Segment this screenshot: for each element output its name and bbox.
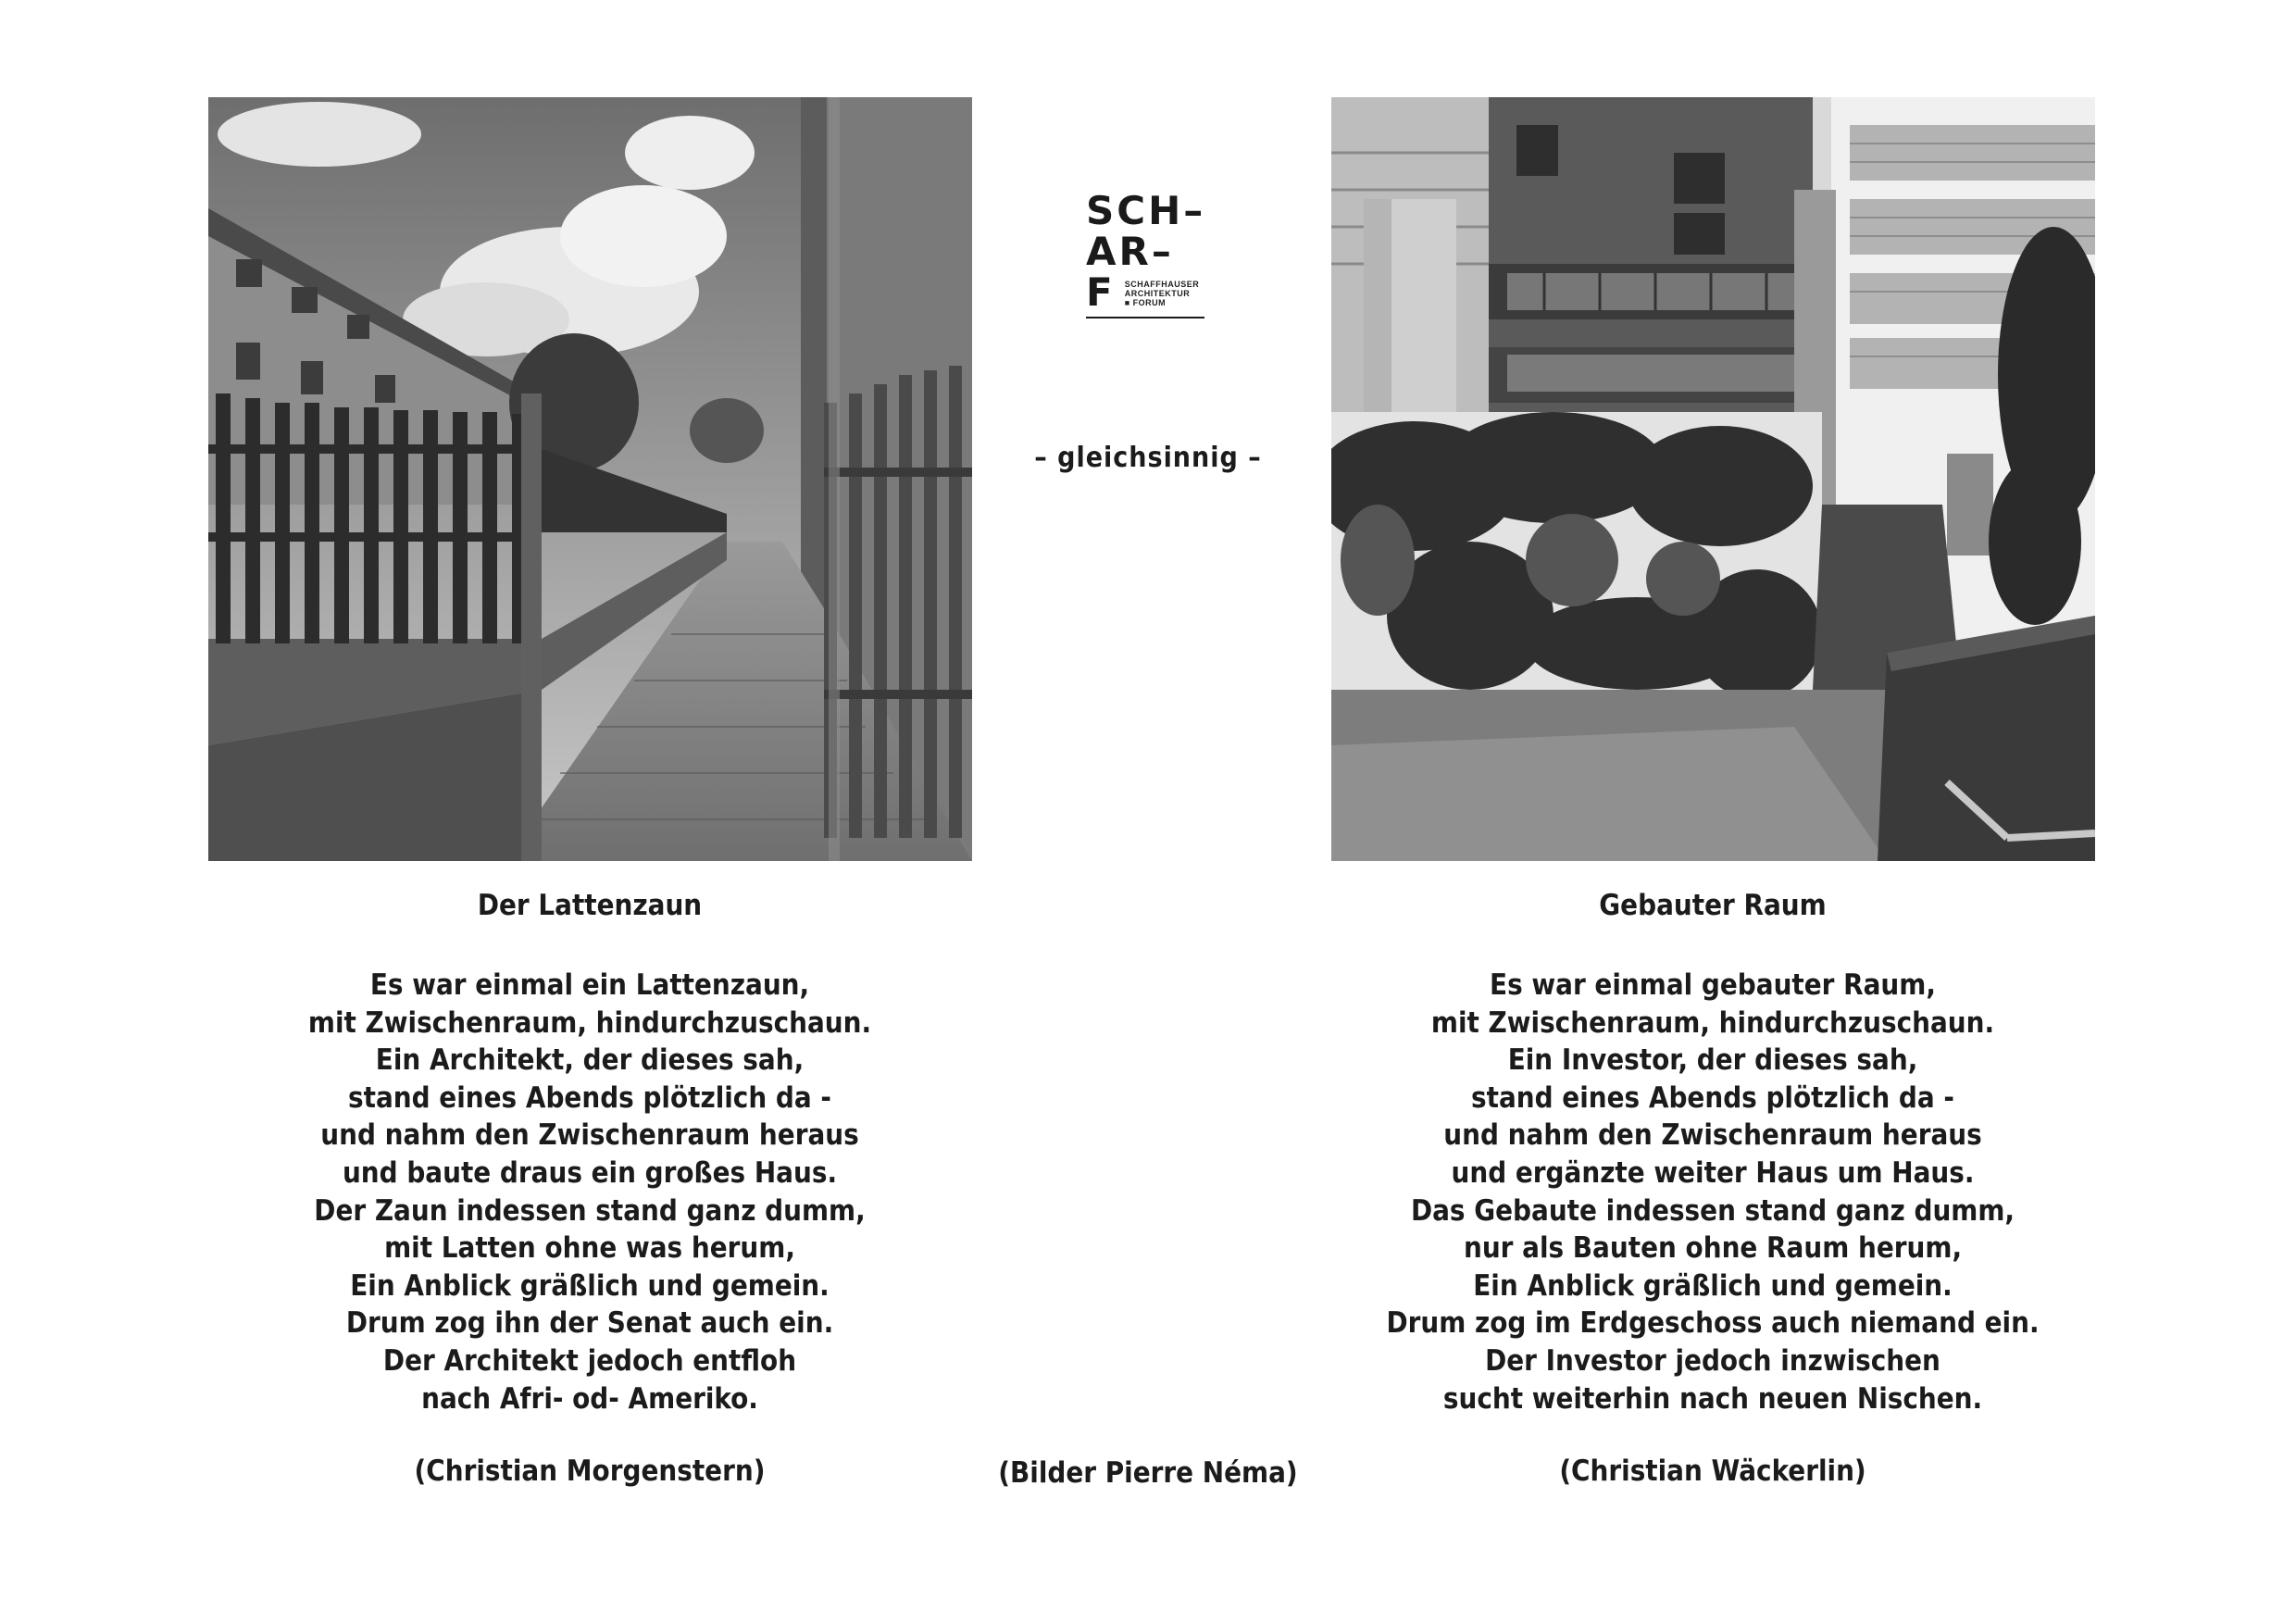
poem-line: Der Zaun indessen stand ganz dumm, — [314, 1193, 866, 1228]
poem-line: mit Latten ohne was herum, — [384, 1231, 795, 1266]
poem-line: mit Zwischenraum, hindurchzuschaun. — [1430, 1005, 1995, 1040]
poem-line: Ein Architekt, der dieses sah, — [375, 1043, 805, 1078]
poem-line: und ergänzte weiter Haus um Haus. — [1451, 1155, 1975, 1190]
photo-lattenzaun — [208, 97, 972, 861]
poem-line: mit Zwischenraum, hindurchzuschaun. — [307, 1005, 872, 1040]
logo-sub-1: SCHAFFHAUSER — [1124, 280, 1200, 289]
scharf-logo — [1086, 188, 1208, 318]
poem-title: Gebauter Raum — [1599, 889, 1827, 922]
poem-author: (Christian Wäckerlin) — [1559, 1454, 1866, 1488]
poem-line: nach Afri- od- Ameriko. — [421, 1381, 758, 1416]
poem-line: Ein Anblick gräßlich und gemein. — [1473, 1268, 1953, 1303]
poem-body — [173, 967, 1006, 1417]
poem-line: und nahm den Zwischenraum heraus — [320, 1118, 859, 1153]
poem-author: (Christian Morgenstern) — [414, 1454, 766, 1488]
poem-line: und nahm den Zwischenraum heraus — [1443, 1118, 1982, 1153]
poem-line: Es war einmal gebauter Raum, — [1490, 968, 1936, 1002]
poem-body — [1296, 967, 2129, 1417]
poem-line: stand eines Abends plötzlich da - — [348, 1080, 831, 1115]
poem-line: und baute draus ein großes Haus. — [342, 1155, 838, 1190]
poem-line: stand eines Abends plötzlich da - — [1471, 1080, 1954, 1115]
tagline: – gleichsinnig – — [1034, 442, 1262, 474]
logo-line-3 — [1086, 269, 1208, 315]
poem-line: Ein Anblick gräßlich und gemein. — [350, 1268, 830, 1303]
logo-sub-2: ARCHITEKTUR — [1124, 289, 1191, 298]
logo-subtitle — [1125, 280, 1200, 307]
logo-letter-f: F — [1086, 269, 1116, 315]
poem-line: sucht weiterhin nach neuen Nischen. — [1442, 1381, 1983, 1416]
logo-line-2: AR– — [1086, 229, 1174, 274]
logo-sub-3: ■ FORUM — [1124, 298, 1167, 307]
poem-title: Der Lattenzaun — [477, 889, 703, 922]
poem-line: Der Investor jedoch inzwischen — [1485, 1343, 1940, 1378]
poem-line: Der Architekt jedoch entfloh — [382, 1343, 797, 1378]
poem-line: nur als Bauten ohne Raum herum, — [1463, 1231, 1963, 1266]
logo-rule — [1086, 317, 1204, 318]
poem-line: Es war einmal ein Lattenzaun, — [369, 968, 810, 1002]
poem-line: Ein Investor, der dieses sah, — [1507, 1043, 1918, 1078]
poem-line: Drum zog im Erdgeschoss auch niemand ein. — [1386, 1306, 2040, 1341]
logo-line-1: SCH– — [1086, 188, 1206, 233]
photo-credit: (Bilder Pierre Néma) — [998, 1456, 1298, 1490]
poem-line: Das Gebaute indessen stand ganz dumm, — [1410, 1193, 2015, 1228]
poem-line: Drum zog ihn der Senat auch ein. — [345, 1306, 834, 1341]
photo-gebauter-raum — [1331, 97, 2095, 861]
